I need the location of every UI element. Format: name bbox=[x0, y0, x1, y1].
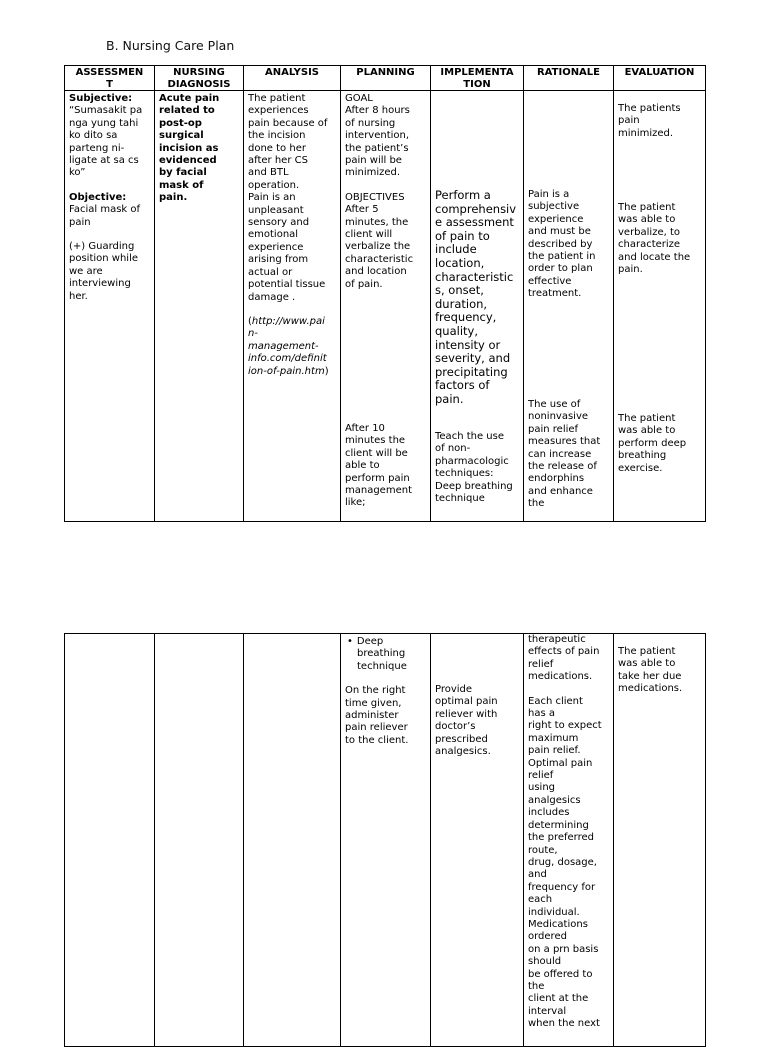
subjective-label: Subjective: bbox=[69, 93, 133, 104]
rationale-text-2: The use of noninvasive pain relief measures that can increase the release of endorphins and enhance the bbox=[528, 399, 601, 510]
section-title: B. Nursing Care Plan bbox=[106, 38, 235, 53]
planning-goal: GOAL After 8 hours of nursing intervention, the patient’s pain will be minimized. bbox=[345, 93, 410, 179]
implementation-cell-continued bbox=[431, 634, 524, 1047]
implementation-assess: Perform a comprehensiv e assessment of pain to include location, characteristic s, onset, duration, frequency, quality, intensity or severity, and precipitating factors of pain. bbox=[435, 188, 517, 406]
planning-objectives: OBJECTIVES After 5 minutes, the client will verbalize the characteristic and location of pain. bbox=[345, 191, 414, 290]
objective-text: Facial mask of pain bbox=[69, 204, 141, 228]
header-assessment: ASSESSMEN T bbox=[65, 66, 155, 91]
analysis-reference: (http://www.pai n- management- info.com/definit ion-of-pain.htm) bbox=[248, 315, 329, 377]
diagnosis-text: Acute pain related to post-op surgical incision as evidenced by facial mask of pain. bbox=[159, 93, 220, 204]
analysis-text-2: Pain is an unpleasant sensory and emotional experience arising from actual or potential tissue damage . bbox=[248, 192, 326, 303]
reference-link[interactable]: http://www.pai n- management- info.com/definit ion-of-pain.htm bbox=[248, 315, 327, 377]
rationale-cell-continued bbox=[524, 634, 614, 1047]
diagnosis-cell-continued bbox=[155, 634, 244, 1047]
care-plan-table bbox=[64, 65, 706, 522]
subjective-text: “Sumasakit pa nga yung tahi ko dito sa parteng ni- ligate at sa cs ko” bbox=[69, 105, 143, 179]
planning-cell-continued bbox=[341, 634, 431, 1047]
table-row bbox=[65, 634, 706, 1047]
diagnosis-cell bbox=[155, 91, 244, 522]
assessment-cell bbox=[65, 91, 155, 522]
implementation-provide-text: Provide optimal pain reliever with doctor’s prescribed analgesics. bbox=[435, 684, 498, 758]
rationale-cell bbox=[524, 91, 614, 522]
rationale-text-1: Pain is a subjective experience and must be described by the patient in order to plan effective treatment. bbox=[528, 189, 596, 300]
guarding-text: (+) Guarding position while we are interviewing her. bbox=[69, 241, 139, 302]
care-plan-table-continued bbox=[64, 633, 706, 1047]
planning-after-10: After 10 minutes the client will be able to perform pain management like; bbox=[345, 423, 412, 509]
header-rationale: RATIONALE bbox=[524, 66, 614, 91]
evaluation-cell bbox=[614, 91, 706, 522]
planning-administer-text: On the right time given, administer pain reliever to the client. bbox=[345, 685, 409, 746]
evaluation-text-2: The patient was able to verbalize, to characterize and locate the pain. bbox=[618, 202, 691, 276]
assessment-cell-continued bbox=[65, 634, 155, 1047]
planning-bullet-item: • Deep breathing technique bbox=[357, 636, 426, 673]
header-evaluation: EVALUATION bbox=[614, 66, 706, 91]
planning-cell bbox=[341, 91, 431, 522]
evaluation-text-1: The patients pain minimized. bbox=[618, 103, 681, 139]
evaluation-text-4: The patient was able to take her due medications. bbox=[618, 646, 683, 695]
header-row bbox=[65, 66, 706, 91]
rationale-text-3: therapeutic effects of pain relief medications. bbox=[528, 634, 600, 683]
table-row bbox=[65, 91, 706, 522]
header-planning: PLANNING bbox=[341, 66, 431, 91]
planning-bullet-list bbox=[345, 636, 426, 673]
analysis-cell-continued bbox=[244, 634, 341, 1047]
header-nursing-diagnosis: NURSING DIAGNOSIS bbox=[155, 66, 244, 91]
header-implementation: IMPLEMENTA TION bbox=[431, 66, 524, 91]
analysis-cell bbox=[244, 91, 341, 522]
evaluation-text-3: The patient was able to perform deep breathing exercise. bbox=[618, 413, 687, 474]
rationale-text-4: Each client has a right to expect maximum pain relief. Optimal pain relief using analgesics includes determining the preferred route, drug, dosage, and frequency for each individual. Medications ordered on a prn basis should be offered to the client at the interval when the next bbox=[528, 695, 602, 1030]
evaluation-cell-continued bbox=[614, 634, 706, 1047]
header-analysis: ANALYSIS bbox=[244, 66, 341, 91]
implementation-teach: Teach the use of non- pharmacologic techniques: Deep breathing technique bbox=[435, 431, 513, 505]
analysis-text-1: The patient experiences pain because of the incision done to her after her CS and BTL operation. bbox=[248, 93, 328, 191]
objective-label: Objective: bbox=[69, 191, 127, 203]
implementation-cell bbox=[431, 91, 524, 522]
